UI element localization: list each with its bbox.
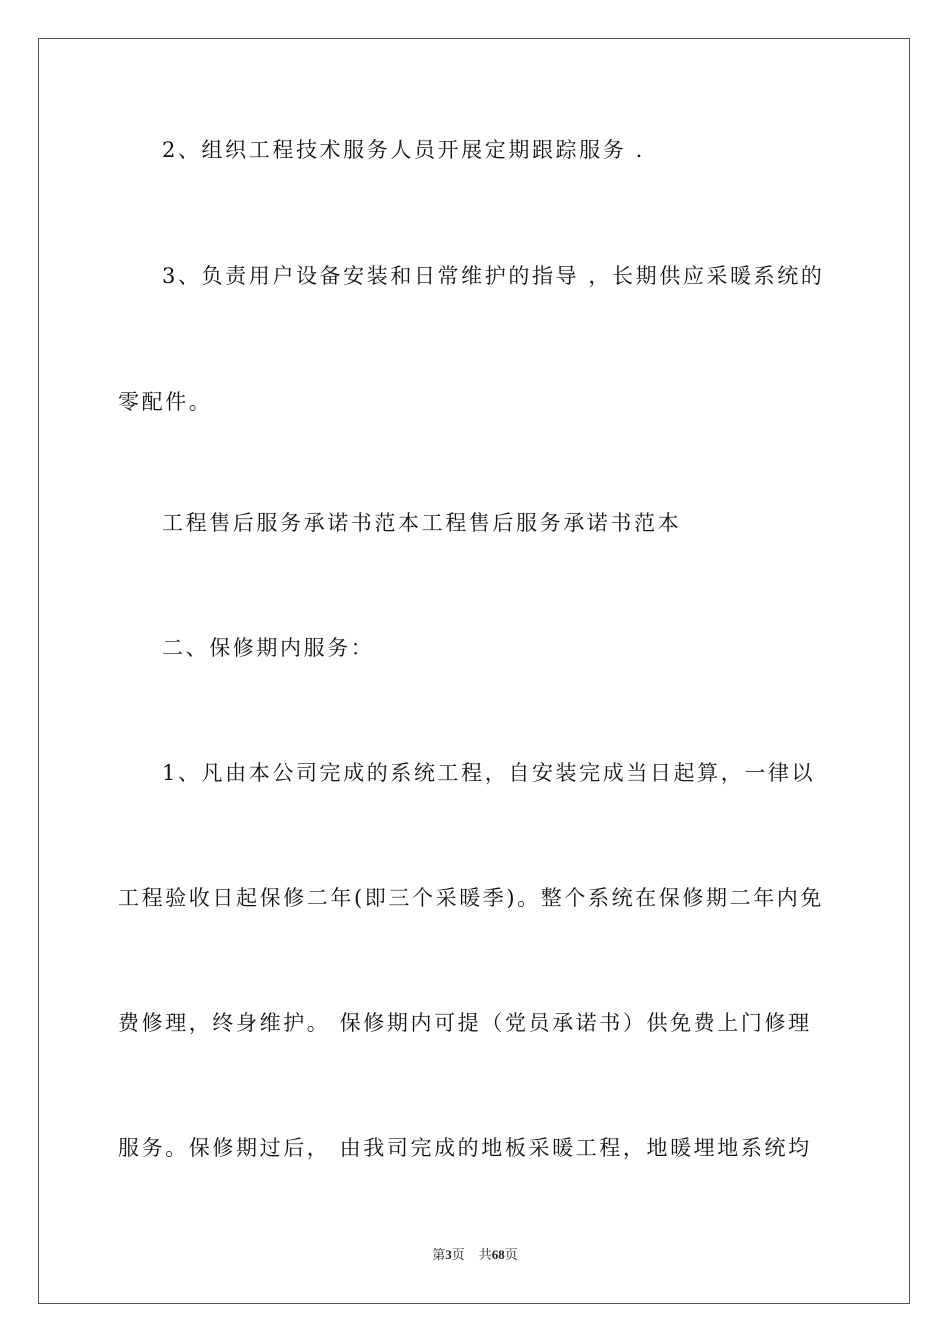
- paragraph-line-6: 1、凡由本公司完成的系统工程，自安装完成当日起算，一律以: [162, 761, 816, 785]
- paragraph-line-8: 费修理，终身维护。 保修期内可提（党员承诺书）供免费上门修理: [118, 1011, 812, 1035]
- paragraph-line-3: 零配件。: [118, 390, 213, 414]
- footer-total-prefix: 共: [478, 1247, 492, 1262]
- paragraph-line-4: 工程售后服务承诺书范本工程售后服务承诺书范本: [162, 511, 682, 535]
- paragraph-line-5: 二、保修期内服务：: [162, 636, 375, 660]
- footer-total-suffix: 页: [504, 1247, 518, 1262]
- page-footer: [0, 1246, 950, 1264]
- paragraph-line-9: 服务。保修期过后， 由我司完成的地板采暖工程，地暖埋地系统均: [118, 1136, 812, 1160]
- paragraph-line-2: 3、负责用户设备安装和日常维护的指导 ，长期供应采暖系统的: [162, 264, 825, 288]
- footer-page-prefix: 第: [432, 1247, 446, 1262]
- footer-page-suffix: 页: [451, 1247, 465, 1262]
- paragraph-line-1: 2、组织工程技术服务人员开展定期跟踪服务 .: [162, 138, 645, 162]
- page-frame: [38, 38, 910, 1304]
- footer-total-pages: 68: [491, 1247, 505, 1262]
- paragraph-line-7: 工程验收日起保修二年(即三个采暖季)。整个系统在保修期二年内免: [118, 886, 824, 910]
- footer-page-number: 3: [445, 1247, 452, 1262]
